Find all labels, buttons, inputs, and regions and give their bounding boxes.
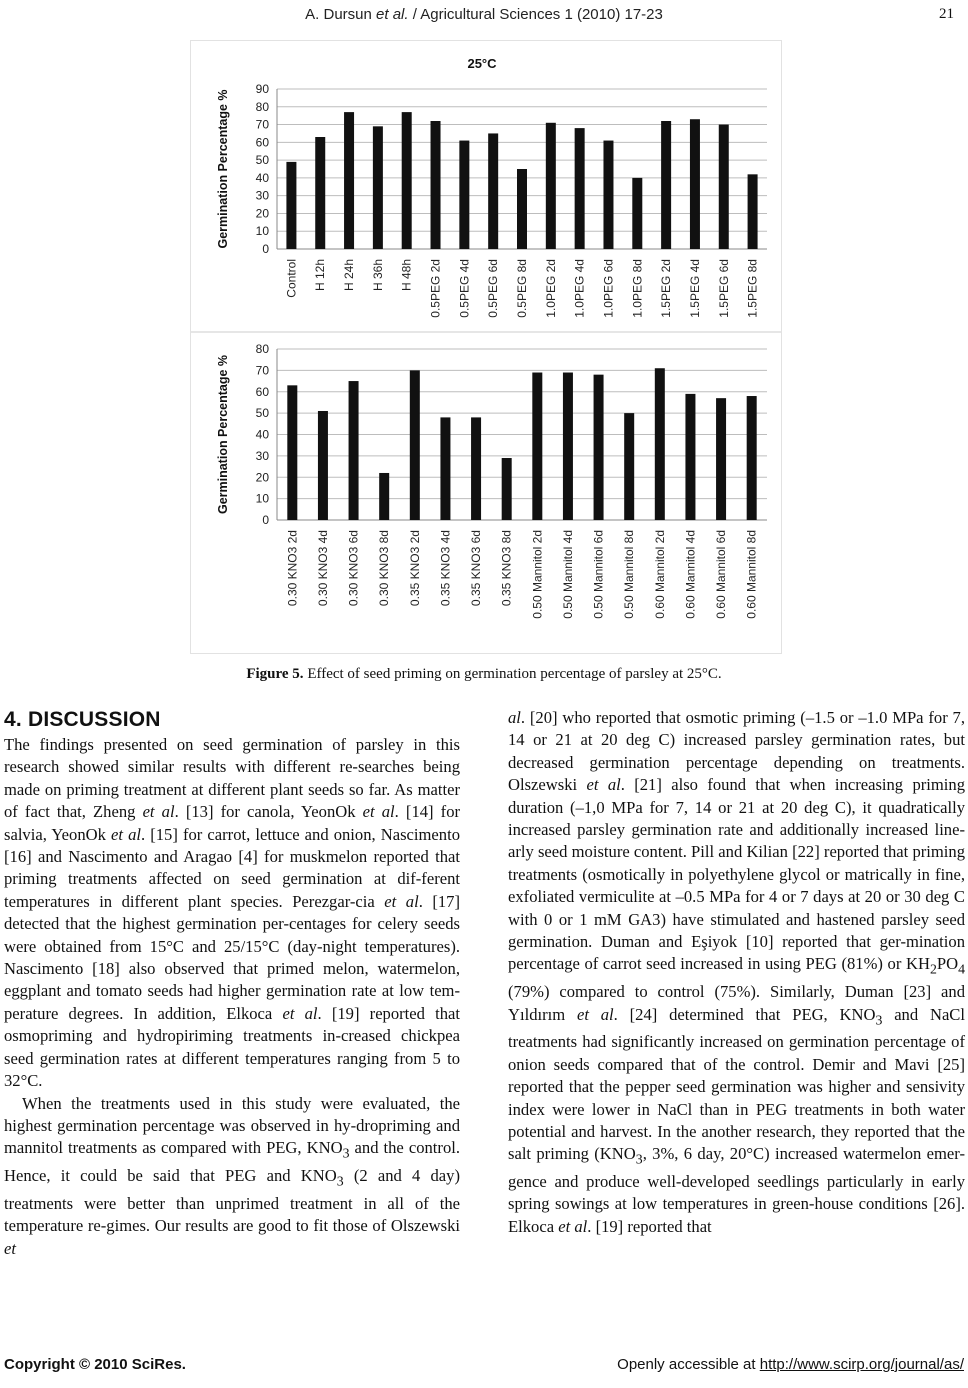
x-tick-label: 0.50 Mannitol 6d: [591, 530, 606, 619]
page-footer: [0, 1356, 968, 1382]
y-tick-label: 10: [255, 224, 269, 239]
y-axis-label: Germination Percentage %: [216, 89, 230, 249]
y-tick-label: 60: [255, 384, 269, 399]
bar: [431, 121, 441, 249]
figure-5-charts: [191, 41, 781, 653]
y-tick-label: 60: [255, 135, 269, 150]
y-tick-label: 90: [255, 82, 269, 96]
y-tick-label: 20: [255, 470, 269, 485]
bar: [502, 458, 512, 520]
bar: [315, 137, 325, 249]
y-tick-label: 0: [262, 513, 269, 527]
x-tick-label: 0.30 KNO3 6d: [346, 530, 361, 607]
chart-1: [216, 56, 767, 318]
y-tick-label: 30: [255, 188, 269, 203]
x-tick-label: 0.30 KNO3 4d: [315, 530, 330, 607]
paragraph-1: The findings presented on seed germination of parsley in this research showed similar results with different re-searches being made on priming treatment at different plant seeds so far. As matter of fact that, Zheng et al. [13] for canola, YeonOk et al. [14] for salvia, YeonOk et al. [15] for carrot, lettuce and onion, Nascimento [16] and Nascimento and Aragao [4] for muskmelon reported that priming treatments affected on seed germination at dif-ferent temperatures in different plant species. Perezgar-cia et al. [17] detected that the highest germination per-centages for celery seeds were obtained from 15°C and 25/15°C (day-night temperatures). Nascimento [18] also observed that primed melon, watermelon, eggplant and tomato seeds had higher germination rate at low tem-perature degrees. In addition, Elkoca et al. [19] reported that osmopriming and hydropiriming treatments in-creased chickpea seed germination rates at different temperatures ranging from 5 to 32°C.: [4, 735, 461, 1091]
y-axis-label: Germination Percentage %: [216, 354, 230, 515]
bar: [379, 473, 389, 520]
x-tick-label: 0.60 Mannitol 8d: [744, 530, 759, 619]
bar: [603, 141, 613, 249]
right-column: [508, 707, 965, 1238]
bar: [410, 370, 420, 520]
y-tick-label: 70: [255, 117, 269, 132]
bar: [690, 119, 700, 249]
y-tick-label: 80: [255, 342, 269, 356]
figure-caption: [0, 666, 968, 683]
x-tick-label: Control: [284, 259, 299, 298]
x-tick-label: 0.60 Mannitol 6d: [714, 530, 729, 619]
x-tick-label: 1.0PEG 8d: [630, 259, 645, 318]
x-tick-label: 0.60 Mannitol 2d: [652, 530, 667, 619]
chart-title: 25°C: [467, 56, 497, 71]
x-tick-label: 0.30 KNO3 2d: [285, 530, 300, 607]
x-tick-label: 1.5PEG 2d: [659, 259, 674, 318]
figure-5: [190, 40, 782, 654]
bar: [344, 112, 354, 249]
bar: [685, 394, 695, 520]
bar: [632, 178, 642, 249]
bar: [402, 112, 412, 249]
bar: [655, 368, 665, 520]
bar: [488, 133, 498, 249]
x-tick-label: 0.5PEG 8d: [515, 259, 529, 318]
y-tick-label: 20: [255, 206, 269, 221]
x-tick-label: 0.5PEG 4d: [457, 259, 472, 318]
left-column: [4, 730, 460, 1260]
bar: [471, 417, 481, 520]
bar: [575, 128, 585, 249]
bar: [594, 375, 604, 520]
bar: [747, 396, 757, 520]
x-tick-label: 0.50 Mannitol 2d: [530, 530, 545, 619]
x-tick-label: 0.50 Mannitol 8d: [622, 530, 637, 619]
x-tick-label: 0.35 KNO3 6d: [469, 530, 484, 607]
copyright-notice: Copyright © 2010 SciRes.: [4, 1356, 186, 1373]
y-tick-label: 50: [255, 153, 269, 168]
running-title-etal: et al.: [376, 6, 409, 23]
x-tick-label: 0.35 KNO3 4d: [438, 530, 453, 607]
figure-caption-label: Figure 5.: [246, 666, 304, 682]
journal-link[interactable]: http://www.scirp.org/journal/as/: [759, 1356, 964, 1373]
bar: [318, 411, 328, 520]
y-tick-label: 30: [255, 448, 269, 463]
section-heading: 4. DISCUSSION: [4, 708, 161, 731]
x-tick-label: H 36h: [370, 259, 385, 292]
x-tick-label: 1.0PEG 6d: [601, 259, 616, 318]
page-number: 21: [939, 6, 954, 22]
figure-caption-text: Effect of seed priming on germination percentage of parsley at 25°C.: [303, 666, 722, 682]
bar: [373, 126, 383, 249]
x-tick-label: H 48h: [399, 259, 414, 292]
access-prefix: Openly accessible at: [617, 1356, 760, 1373]
bar: [349, 381, 359, 520]
bar: [719, 125, 729, 249]
y-tick-label: 70: [255, 363, 269, 378]
bar: [661, 121, 671, 249]
x-tick-label: 1.5PEG 8d: [745, 259, 760, 318]
running-title: [0, 6, 968, 23]
y-tick-label: 80: [255, 99, 269, 114]
bar: [748, 174, 758, 249]
y-tick-label: 50: [255, 406, 269, 421]
x-tick-label: 0.60 Mannitol 4d: [683, 530, 698, 619]
bar: [624, 413, 634, 520]
bar: [287, 385, 297, 520]
x-tick-label: 0.35 KNO3 8d: [499, 530, 514, 607]
running-title-journal: / Agricultural Sciences 1 (2010) 17-23: [408, 6, 663, 23]
y-tick-label: 40: [255, 427, 269, 442]
bar: [459, 141, 469, 249]
chart-2: [216, 342, 767, 619]
x-tick-label: 1.5PEG 4d: [687, 259, 702, 318]
x-tick-label: 0.5PEG 2d: [428, 259, 443, 318]
x-tick-label: 0.30 KNO3 8d: [377, 530, 392, 607]
x-tick-label: H 12h: [313, 259, 328, 292]
bar: [440, 417, 450, 520]
x-tick-label: 0.5PEG 6d: [486, 259, 501, 318]
x-tick-label: 1.5PEG 6d: [716, 259, 731, 318]
bar: [716, 398, 726, 520]
access-notice: [617, 1356, 964, 1373]
x-tick-label: 0.50 Mannitol 4d: [560, 530, 575, 619]
bar: [286, 162, 296, 249]
x-tick-label: H 24h: [342, 259, 357, 292]
bar: [532, 373, 542, 520]
running-title-authors: A. Dursun: [305, 6, 377, 23]
bar: [546, 123, 556, 249]
bar: [563, 373, 573, 520]
y-tick-label: 40: [255, 170, 269, 185]
x-tick-label: 0.35 KNO3 2d: [407, 530, 422, 607]
paragraph-2: When the treatments used in this study were evaluated, the highest germination percentage was observed in hy-dropriming and mannitol treatments as compared with PEG, $KNO_3$ and the control. Hence, it could be said that PEG and $KNO_3$ (2 and 4 day) treatments were better than unprimed treatment in all of the temperature re-gimes. Our results are good to fit those of Olszewski et: [4, 1093, 460, 1258]
paragraph-3: al. [20] who reported that osmotic priming (–1.5 or –1.0 MPa for 7, 14 or 21 at 20 deg C) increased parsley germination rates, but decreased germination percentage depending on treatments. Olszewski et al. [21] also found that when increasing priming duration (–1,0 MPa for 7, 14 or 21 at 20 deg C), it quadratically increased parsley germination rate and additionally increased line-arly seed moisture content. Pill and Kilian [22] reported that priming treatments (osmotically in polyethylene glycol or matrically in fine, exfoliated vermiculite at –0.5 MPa for 4 or 7 days at 20 or 30 deg C with 0 or 1 mM GA3) have stimulated and hastened parsley seed germination. Duman and Eşiyok [10] reported that ger-mination percentage of carrot seed increased in using PEG (81%) or $KH_2PO_4$ (79%) compared to control (75%). Similarly, Duman [23] and Yıldırım et al. [24] determined that PEG, $KNO_3$ and NaCl treatments had significantly increased on germination percentage of onion seeds compared that of the control. Demir and Mavi [25] reported that the pepper seed germination was higher and sensivity index were lower in NaCl than in PEG treatments in both water potential and harvest. In the another research, they reported that the salt priming ($KNO_3$, 3%, 6 day, 20°C) increased watermelon emer-gence and produce well-developed seedlings particularly in early spring sowings at low temperatures in green-house conditions [26]. Elkoca et al. [19] reported that: [508, 708, 966, 1236]
y-tick-label: 10: [255, 491, 269, 506]
running-header: [0, 6, 968, 28]
y-tick-label: 0: [262, 242, 269, 256]
x-tick-label: 1.0PEG 4d: [572, 259, 587, 318]
bar: [517, 169, 527, 249]
x-tick-label: 1.0PEG 2d: [543, 259, 558, 318]
